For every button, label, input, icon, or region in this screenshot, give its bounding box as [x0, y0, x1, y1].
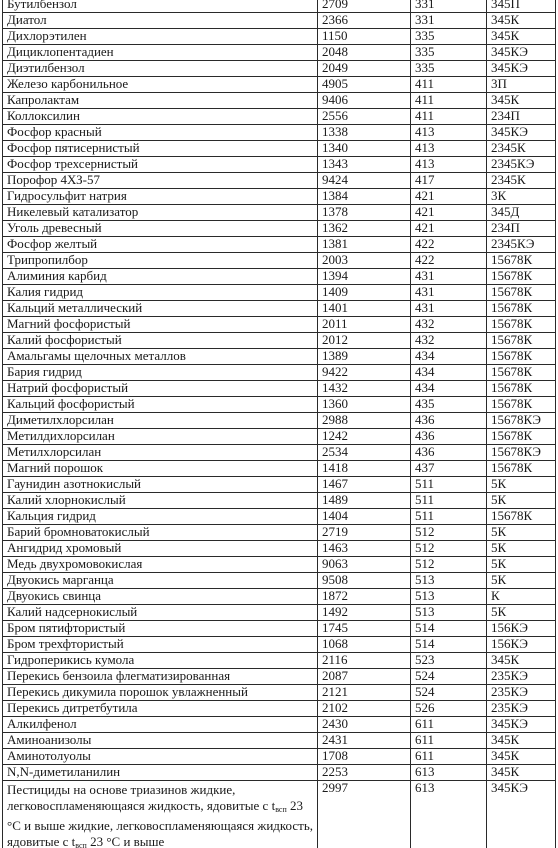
table-row: [3, 157, 556, 173]
mark-cell: 5К: [487, 573, 556, 589]
table-row: [3, 61, 556, 77]
substance-name-cell: Медь двухромовокислая: [3, 557, 318, 573]
substance-name-cell: Калий фосфористый: [3, 333, 318, 349]
hazard-class-cell: 331: [411, 13, 487, 29]
mark-cell: 3К: [487, 189, 556, 205]
table-row: [3, 557, 556, 573]
mark-cell: 345К: [487, 749, 556, 765]
substance-name-cell: Метилдихлорсилан: [3, 429, 318, 445]
mark-cell: 15678К: [487, 429, 556, 445]
mark-cell: 5К: [487, 557, 556, 573]
hazard-class-cell: 413: [411, 125, 487, 141]
substance-name-cell: Дициклопентадиен: [3, 45, 318, 61]
table-row: [3, 397, 556, 413]
table-row: [3, 269, 556, 285]
substance-name-cell: Диэтилбензол: [3, 61, 318, 77]
mark-cell: 5К: [487, 605, 556, 621]
hazard-class-cell: 514: [411, 621, 487, 637]
un-number-cell: 1340: [318, 141, 411, 157]
un-number-cell: 9422: [318, 365, 411, 381]
un-number-cell: 2430: [318, 717, 411, 733]
un-number-cell: 1432: [318, 381, 411, 397]
hazard-class-cell: 524: [411, 685, 487, 701]
substance-name-cell: Натрий фосфористый: [3, 381, 318, 397]
mark-cell: 15678К: [487, 285, 556, 301]
un-number-cell: 1242: [318, 429, 411, 445]
hazard-class-cell: 434: [411, 349, 487, 365]
mark-cell: 345Д: [487, 205, 556, 221]
un-number-cell: 2988: [318, 413, 411, 429]
table-body: [3, 0, 556, 848]
hazard-class-cell: 526: [411, 701, 487, 717]
mark-cell: 156КЭ: [487, 637, 556, 653]
hazard-class-cell: 512: [411, 525, 487, 541]
un-number-cell: 9063: [318, 557, 411, 573]
substance-name-cell: Фосфор пятисернистый: [3, 141, 318, 157]
table-row: [3, 285, 556, 301]
substance-name-cell: Алкилфенол: [3, 717, 318, 733]
un-number-cell: 1389: [318, 349, 411, 365]
table-row: [3, 525, 556, 541]
mark-cell: 15678К: [487, 253, 556, 269]
table-row: [3, 749, 556, 765]
table-row: [3, 605, 556, 621]
mark-cell: 15678К: [487, 381, 556, 397]
table-row: [3, 301, 556, 317]
un-number-cell: 1338: [318, 125, 411, 141]
un-number-cell: 1467: [318, 477, 411, 493]
hazard-class-cell: 435: [411, 397, 487, 413]
hazard-class-cell: 421: [411, 205, 487, 221]
table-row: [3, 93, 556, 109]
mark-cell: 15678К: [487, 317, 556, 333]
table-row: [3, 701, 556, 717]
table-row: [3, 29, 556, 45]
un-number-cell: 4905: [318, 77, 411, 93]
un-number-cell: 1463: [318, 541, 411, 557]
substance-name-cell: Калий хлорнокислый: [3, 493, 318, 509]
substance-name-cell: Кальций фосфористый: [3, 397, 318, 413]
substance-name-part: 23 °С и выше жидкие, легковоспламеняющаяся жидкость, ядовитые с t: [7, 798, 313, 848]
substance-name-cell: Коллоксилин: [3, 109, 318, 125]
table-row: [3, 621, 556, 637]
un-number-cell: 2366: [318, 13, 411, 29]
mark-cell: 15678К: [487, 333, 556, 349]
un-number-cell: 2556: [318, 109, 411, 125]
un-number-cell: 2049: [318, 61, 411, 77]
table-row: [3, 445, 556, 461]
hazard-class-cell: 335: [411, 45, 487, 61]
substance-name-cell: Фосфор красный: [3, 125, 318, 141]
table-row: [3, 333, 556, 349]
mark-cell: 15678К: [487, 269, 556, 285]
un-number-cell: 2003: [318, 253, 411, 269]
un-number-cell: 1404: [318, 509, 411, 525]
table-row: [3, 477, 556, 493]
mark-cell: К: [487, 589, 556, 605]
hazard-class-cell: 422: [411, 237, 487, 253]
substance-name-cell: Фосфор желтый: [3, 237, 318, 253]
table-row: [3, 141, 556, 157]
un-number-cell: 1381: [318, 237, 411, 253]
substance-name-cell: Бром пятифтористый: [3, 621, 318, 637]
table-row: [3, 381, 556, 397]
substance-name-cell: Двуокись марганца: [3, 573, 318, 589]
hazard-class-cell: 513: [411, 573, 487, 589]
un-number-cell: 2102: [318, 701, 411, 717]
table-row: [3, 413, 556, 429]
mark-cell: 345К: [487, 13, 556, 29]
hazard-class-cell: 513: [411, 605, 487, 621]
substance-name-cell: Порофор 4ХЗ-57: [3, 173, 318, 189]
mark-cell: 235КЭ: [487, 701, 556, 717]
substance-name-cell: Гаунидин азотнокислый: [3, 477, 318, 493]
substance-name-cell: Кальция гидрид: [3, 509, 318, 525]
un-number-cell: 2116: [318, 653, 411, 669]
table-row: [3, 733, 556, 749]
hazard-class-cell: 431: [411, 301, 487, 317]
subscript: всп: [275, 805, 287, 814]
un-number-cell: 1401: [318, 301, 411, 317]
substance-name-cell: Перекись дитретбутила: [3, 701, 318, 717]
substance-name-cell: Амальгамы щелочных металлов: [3, 349, 318, 365]
substance-name-cell: Диатол: [3, 13, 318, 29]
table-row: [3, 509, 556, 525]
substance-name-cell: Ангидрид хромовый: [3, 541, 318, 557]
hazard-class-cell: 611: [411, 717, 487, 733]
substance-name-cell: Барий бромноватокислый: [3, 525, 318, 541]
hazard-class-cell: 411: [411, 77, 487, 93]
table-row: [3, 45, 556, 61]
un-number-cell: 1343: [318, 157, 411, 173]
un-number-cell: 2997: [318, 781, 411, 848]
hazard-class-cell: 512: [411, 557, 487, 573]
un-number-cell: 1378: [318, 205, 411, 221]
mark-cell: 2345К: [487, 141, 556, 157]
substance-name-cell: Аминоанизолы: [3, 733, 318, 749]
substance-name-cell: Железо карбонильное: [3, 77, 318, 93]
un-number-cell: 1360: [318, 397, 411, 413]
substance-name-cell: Гидроперикись кумола: [3, 653, 318, 669]
hazard-class-cell: 511: [411, 477, 487, 493]
hazard-class-cell: 434: [411, 365, 487, 381]
mark-cell: 345КЭ: [487, 781, 556, 848]
hazard-class-cell: 513: [411, 589, 487, 605]
mark-cell: 345П: [487, 0, 556, 13]
substance-name-cell: Капролактам: [3, 93, 318, 109]
mark-cell: 3П: [487, 77, 556, 93]
table-row: [3, 573, 556, 589]
table-row: [3, 653, 556, 669]
un-number-cell: 1394: [318, 269, 411, 285]
mark-cell: 345К: [487, 733, 556, 749]
mark-cell: 345КЭ: [487, 717, 556, 733]
table-row: [3, 765, 556, 781]
substance-name-cell: Диметилхлорсилан: [3, 413, 318, 429]
mark-cell: 15678К: [487, 509, 556, 525]
substance-name-cell: [3, 781, 318, 848]
table-row: [3, 189, 556, 205]
un-number-cell: 2011: [318, 317, 411, 333]
hazard-class-cell: 421: [411, 189, 487, 205]
hazard-class-cell: 413: [411, 157, 487, 173]
substance-name-cell: Бария гидрид: [3, 365, 318, 381]
mark-cell: 15678К: [487, 461, 556, 477]
hazard-class-cell: 432: [411, 333, 487, 349]
substance-name-cell: Перекись дикумила порошок увлажненный: [3, 685, 318, 701]
mark-cell: 345К: [487, 653, 556, 669]
hazard-class-cell: 411: [411, 93, 487, 109]
table-row: [3, 317, 556, 333]
table-row: [3, 221, 556, 237]
mark-cell: 15678КЭ: [487, 413, 556, 429]
table-row: [3, 669, 556, 685]
mark-cell: 15678К: [487, 365, 556, 381]
hazard-class-cell: 431: [411, 269, 487, 285]
mark-cell: 156КЭ: [487, 621, 556, 637]
mark-cell: 2345КЭ: [487, 237, 556, 253]
substance-name-cell: Дихлорэтилен: [3, 29, 318, 45]
table-row: [3, 0, 556, 13]
substance-name-cell: Перекись бензоила флегматизированная: [3, 669, 318, 685]
mark-cell: 15678К: [487, 397, 556, 413]
mark-cell: 235КЭ: [487, 669, 556, 685]
substance-name-cell: Калий надсернокислый: [3, 605, 318, 621]
substance-name-cell: Аминотолуолы: [3, 749, 318, 765]
hazard-class-cell: 514: [411, 637, 487, 653]
substance-name-cell: N,N-диметиланилин: [3, 765, 318, 781]
table-row: [3, 461, 556, 477]
un-number-cell: 1384: [318, 189, 411, 205]
un-number-cell: 9424: [318, 173, 411, 189]
un-number-cell: 2048: [318, 45, 411, 61]
mark-cell: 345КЭ: [487, 125, 556, 141]
un-number-cell: 1409: [318, 285, 411, 301]
substance-name-part: Пестициды на основе триазинов жидкие, легковоспламеняющаяся жидкость, ядовитые с t: [7, 782, 276, 813]
mark-cell: 2345К: [487, 173, 556, 189]
table-row: [3, 77, 556, 93]
un-number-cell: 2087: [318, 669, 411, 685]
table-row: [3, 717, 556, 733]
hazard-class-cell: 335: [411, 61, 487, 77]
hazard-class-cell: 413: [411, 141, 487, 157]
substance-name-cell: Метилхлорсилан: [3, 445, 318, 461]
mark-cell: 15678К: [487, 301, 556, 317]
substance-name-cell: Бутилбензол: [3, 0, 318, 13]
mark-cell: 345КЭ: [487, 45, 556, 61]
mark-cell: 234П: [487, 109, 556, 125]
substance-name-part: 23 °С и выше: [86, 834, 165, 848]
mark-cell: 5К: [487, 477, 556, 493]
un-number-cell: 1150: [318, 29, 411, 45]
hazard-class-cell: 512: [411, 541, 487, 557]
substance-name-cell: Калия гидрид: [3, 285, 318, 301]
mark-cell: 5К: [487, 525, 556, 541]
un-number-cell: 9508: [318, 573, 411, 589]
hazard-class-cell: 335: [411, 29, 487, 45]
un-number-cell: 1708: [318, 749, 411, 765]
un-number-cell: 9406: [318, 93, 411, 109]
hazard-class-cell: 422: [411, 253, 487, 269]
table-row: [3, 365, 556, 381]
substance-name-cell: Бром трехфтористый: [3, 637, 318, 653]
un-number-cell: 2121: [318, 685, 411, 701]
table-row: [3, 253, 556, 269]
un-number-cell: 1745: [318, 621, 411, 637]
substance-name-cell: Алиминия карбид: [3, 269, 318, 285]
table-row: [3, 637, 556, 653]
hazard-class-cell: 611: [411, 749, 487, 765]
substance-name-cell: Трипропилбор: [3, 253, 318, 269]
hazard-class-cell: 437: [411, 461, 487, 477]
table-row: [3, 109, 556, 125]
substances-table: [2, 0, 556, 848]
mark-cell: 15678К: [487, 349, 556, 365]
hazard-class-cell: 524: [411, 669, 487, 685]
hazard-class-cell: 613: [411, 781, 487, 848]
un-number-cell: 2253: [318, 765, 411, 781]
mark-cell: 235КЭ: [487, 685, 556, 701]
hazard-class-cell: 432: [411, 317, 487, 333]
table-row: [3, 781, 556, 848]
hazard-class-cell: 436: [411, 429, 487, 445]
substance-name-cell: Уголь древесный: [3, 221, 318, 237]
mark-cell: 345КЭ: [487, 61, 556, 77]
table-row: [3, 541, 556, 557]
un-number-cell: 2431: [318, 733, 411, 749]
mark-cell: 2345КЭ: [487, 157, 556, 173]
hazard-class-cell: 421: [411, 221, 487, 237]
mark-cell: 15678КЭ: [487, 445, 556, 461]
mark-cell: 5К: [487, 541, 556, 557]
table-row: [3, 205, 556, 221]
table-row: [3, 429, 556, 445]
mark-cell: 345К: [487, 765, 556, 781]
table-row: [3, 13, 556, 29]
mark-cell: 345К: [487, 29, 556, 45]
table-row: [3, 349, 556, 365]
hazard-class-cell: 511: [411, 509, 487, 525]
table-row: [3, 125, 556, 141]
hazard-class-cell: 511: [411, 493, 487, 509]
hazard-class-cell: 523: [411, 653, 487, 669]
un-number-cell: 1362: [318, 221, 411, 237]
un-number-cell: 1492: [318, 605, 411, 621]
substance-name-cell: Кальций металлический: [3, 301, 318, 317]
table-row: [3, 173, 556, 189]
mark-cell: 234П: [487, 221, 556, 237]
hazard-class-cell: 431: [411, 285, 487, 301]
substance-name-cell: Магний фосфористый: [3, 317, 318, 333]
un-number-cell: 2534: [318, 445, 411, 461]
substance-name-cell: Магний порошок: [3, 461, 318, 477]
un-number-cell: 2012: [318, 333, 411, 349]
table-row: [3, 237, 556, 253]
substance-name-cell: Гидросульфит натрия: [3, 189, 318, 205]
un-number-cell: 1872: [318, 589, 411, 605]
substance-name-cell: Фосфор трехсернистый: [3, 157, 318, 173]
table-row: [3, 493, 556, 509]
hazard-class-cell: 411: [411, 109, 487, 125]
hazard-class-cell: 331: [411, 0, 487, 13]
un-number-cell: 2719: [318, 525, 411, 541]
mark-cell: 5К: [487, 493, 556, 509]
hazard-class-cell: 436: [411, 445, 487, 461]
mark-cell: 345К: [487, 93, 556, 109]
table-row: [3, 685, 556, 701]
hazard-class-cell: 613: [411, 765, 487, 781]
un-number-cell: 1068: [318, 637, 411, 653]
hazard-class-cell: 434: [411, 381, 487, 397]
hazard-class-cell: 436: [411, 413, 487, 429]
hazard-class-cell: 417: [411, 173, 487, 189]
subscript: всп: [75, 841, 87, 848]
un-number-cell: 1489: [318, 493, 411, 509]
un-number-cell: 1418: [318, 461, 411, 477]
substance-name-cell: Двуокись свинца: [3, 589, 318, 605]
table-row: [3, 589, 556, 605]
un-number-cell: 2709: [318, 0, 411, 13]
substance-name-cell: Никелевый катализатор: [3, 205, 318, 221]
hazard-class-cell: 611: [411, 733, 487, 749]
